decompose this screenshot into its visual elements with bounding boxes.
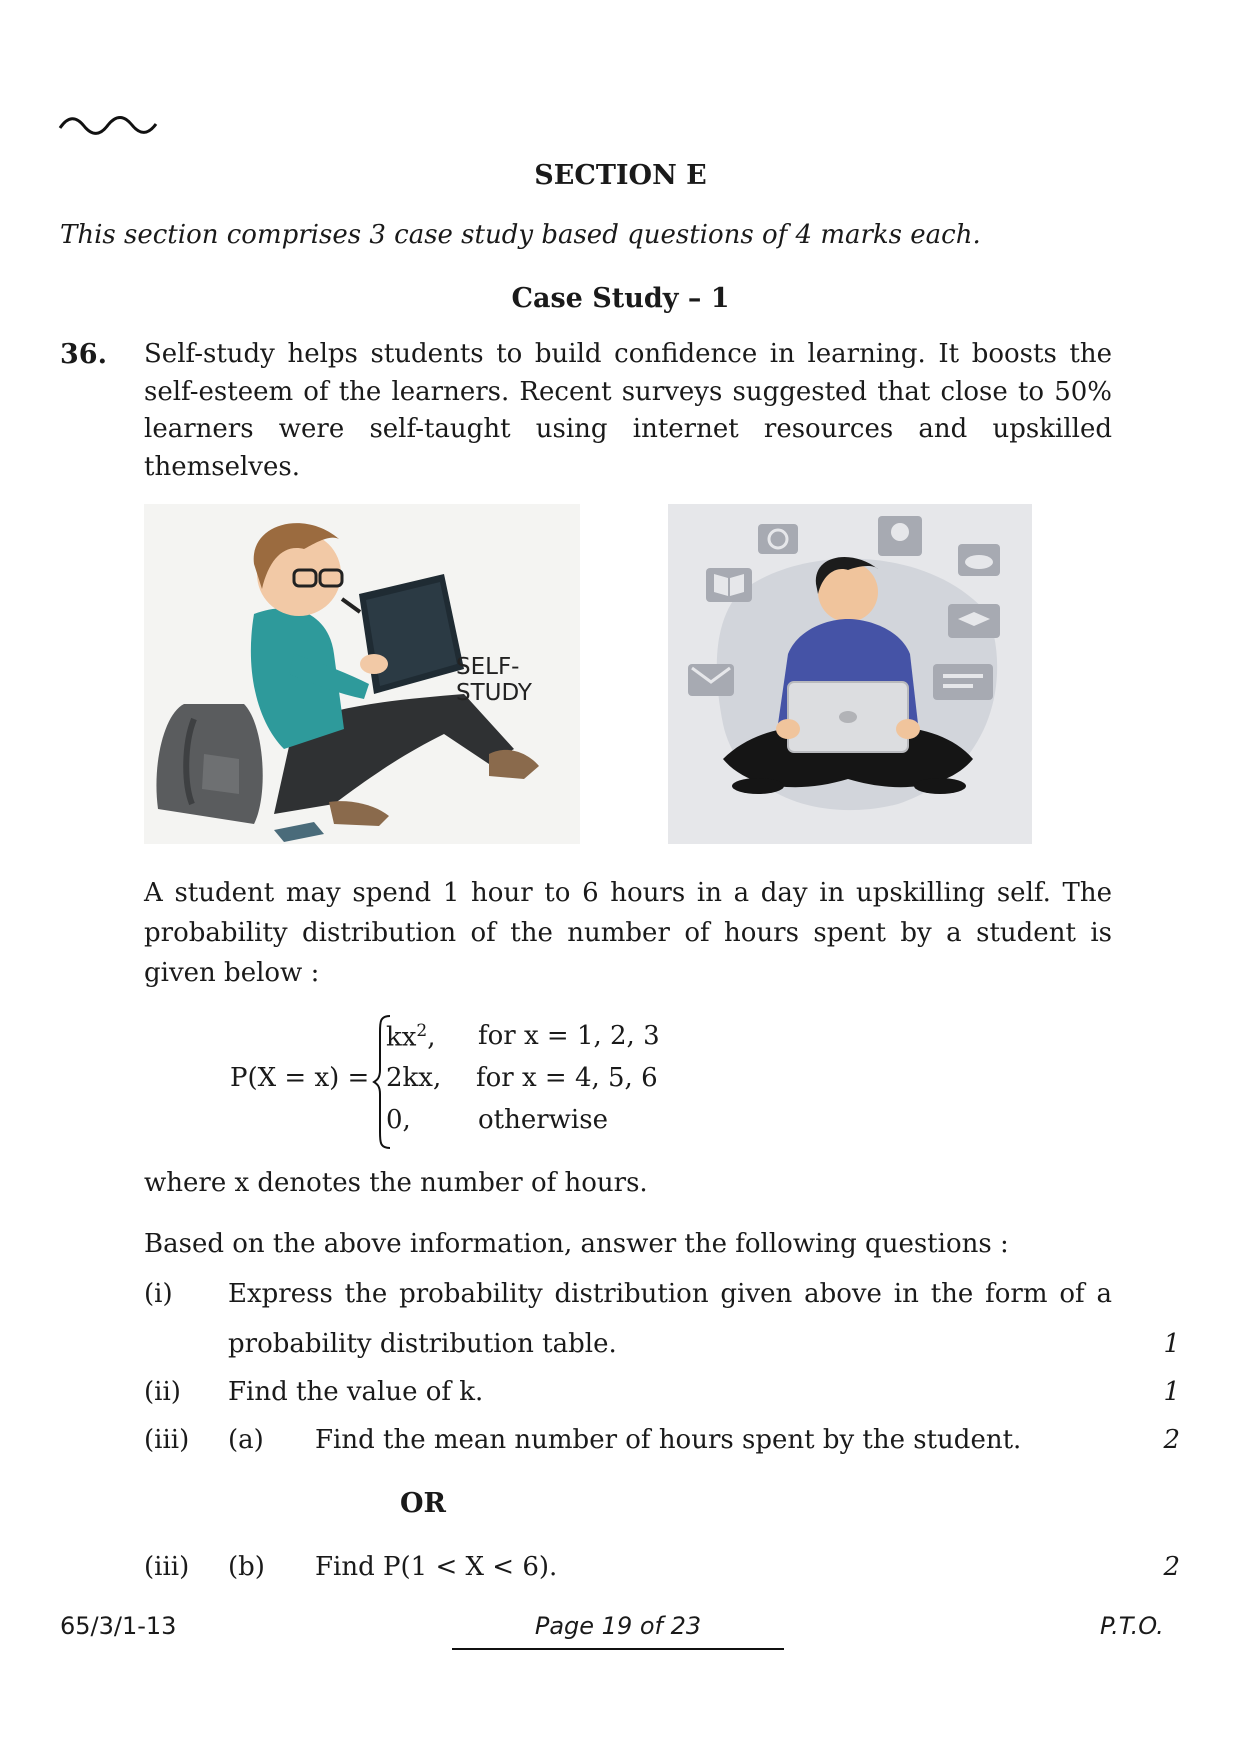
intro-line: Self-study helps students to build confidence in learning. It boosts the	[144, 339, 1112, 369]
formula-case-2-expr: 2kx,	[386, 1063, 442, 1093]
section-intro: This section comprises 3 case study based questions of 4 marks each.	[60, 220, 981, 250]
part-ii-text: Find the value of k.	[228, 1377, 484, 1407]
paper-code: 65/3/1-13	[60, 1612, 177, 1640]
squiggle-mark	[58, 112, 162, 138]
formula-case-1-cond: for x = 1, 2, 3	[478, 1021, 660, 1051]
distribution-line: given below :	[144, 958, 320, 988]
part-label: (ii)	[144, 1377, 181, 1407]
case-study-title: Case Study – 1	[511, 283, 730, 314]
formula-case-1-expr: $kx^2$,	[386, 1021, 436, 1053]
footer-rule	[452, 1648, 784, 1650]
marks: 2	[1163, 1552, 1180, 1582]
formula-case-2-cond: for x = 4, 5, 6	[476, 1063, 658, 1093]
part-iii-a-text: Find the mean number of hours spent by the student.	[315, 1425, 1022, 1455]
intro-line: learners were self-taught using internet resources and upskilled	[144, 414, 1112, 444]
section-title: SECTION E	[534, 160, 707, 191]
self-study-illustration	[144, 504, 580, 844]
or-label: OR	[400, 1488, 446, 1519]
question-number: 36.	[60, 339, 107, 370]
formula-case-3-expr: 0,	[386, 1105, 411, 1135]
marks: 1	[1163, 1377, 1180, 1407]
online-learning-illustration	[668, 504, 1032, 844]
based-text: Based on the above information, answer the following questions :	[144, 1229, 1009, 1259]
marks: 2	[1163, 1425, 1180, 1455]
page-number: Page 19 of 23	[534, 1612, 702, 1640]
sub-label: (b)	[228, 1552, 265, 1582]
distribution-line: probability distribution of the number of hours spent by a student is	[144, 918, 1112, 948]
question-intro	[144, 336, 1112, 486]
part-label: (iii)	[144, 1552, 190, 1582]
self-study-caption: SELF-STUDY	[456, 654, 532, 706]
pto-label: P.T.O.	[1100, 1612, 1164, 1640]
part-label: (i)	[144, 1279, 173, 1309]
part-iii-b-text: Find P(1 < X < 6).	[315, 1552, 558, 1582]
intro-line: themselves.	[144, 451, 300, 482]
part-i-text: probability distribution table.	[228, 1329, 617, 1359]
formula-case-3-cond: otherwise	[478, 1105, 608, 1135]
distribution-intro	[144, 873, 1112, 993]
part-i-text: Express the probability distribution given above in the form of a	[228, 1279, 1112, 1309]
intro-line: self-esteem of the learners. Recent surveys suggested that close to 50%	[144, 376, 1112, 407]
formula-lhs: P(X = x) =	[230, 1063, 370, 1093]
marks: 1	[1163, 1329, 1180, 1359]
where-text: where x denotes the number of hours.	[144, 1168, 648, 1198]
part-label: (iii)	[144, 1425, 190, 1455]
distribution-line: A student may spend 1 hour to 6 hours in a day in upskilling self. The	[144, 878, 1112, 908]
sub-label: (a)	[228, 1425, 264, 1455]
